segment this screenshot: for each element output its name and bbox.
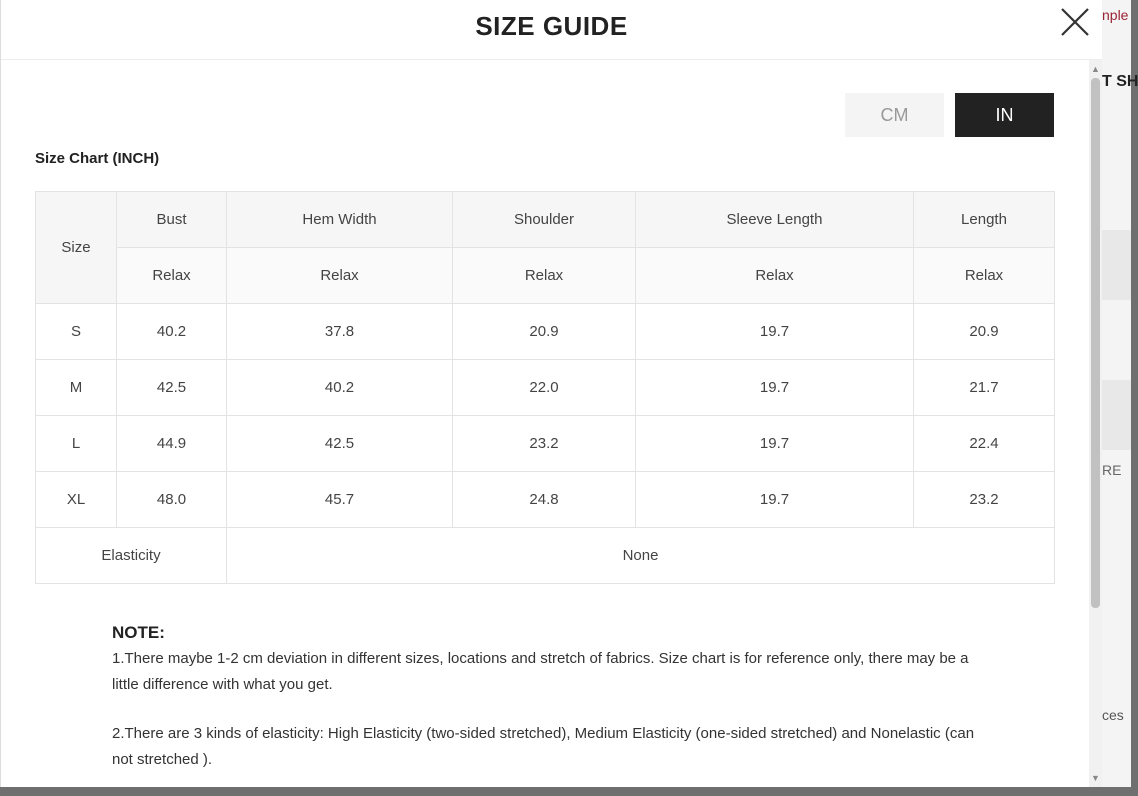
- modal-scrollbar[interactable]: [1089, 60, 1102, 787]
- column-header-length: Length: [914, 192, 1055, 248]
- background-page: [1102, 0, 1138, 787]
- column-header-hem-width: Hem Width: [227, 192, 453, 248]
- table-cell: 37.8: [227, 304, 453, 360]
- table-cell: 40.2: [117, 304, 227, 360]
- size-column-header: Size: [36, 192, 117, 304]
- table-row: [36, 304, 1055, 360]
- unit-in-button[interactable]: IN: [955, 93, 1054, 137]
- scrollbar-thumb[interactable]: [1091, 78, 1100, 608]
- size-cell: L: [36, 416, 117, 472]
- table-cell: 20.9: [914, 304, 1055, 360]
- fit-label: Relax: [227, 248, 453, 304]
- fit-label: Relax: [914, 248, 1055, 304]
- table-cell: 42.5: [117, 360, 227, 416]
- note-section: [112, 620, 982, 796]
- table-cell: 19.7: [636, 304, 914, 360]
- column-header-bust: Bust: [117, 192, 227, 248]
- table-cell: 19.7: [636, 416, 914, 472]
- elasticity-value: None: [227, 528, 1055, 584]
- table-cell: 23.2: [914, 472, 1055, 528]
- elasticity-label: Elasticity: [36, 528, 227, 584]
- size-guide-modal: [1, 0, 1102, 787]
- size-cell: S: [36, 304, 117, 360]
- background-prices-text: ces: [1102, 707, 1124, 723]
- fit-label: Relax: [453, 248, 636, 304]
- elasticity-row: [36, 528, 1055, 584]
- unit-cm-button[interactable]: CM: [845, 93, 944, 137]
- table-cell: 22.0: [453, 360, 636, 416]
- table-cell: 23.2: [453, 416, 636, 472]
- size-cell: XL: [36, 472, 117, 528]
- table-cell: 48.0: [117, 472, 227, 528]
- table-cell: 44.9: [117, 416, 227, 472]
- size-cell: M: [36, 360, 117, 416]
- table-row: [36, 472, 1055, 528]
- scroll-down-arrow-icon[interactable]: ▼: [1091, 773, 1100, 783]
- size-chart-caption: Size Chart (INCH): [35, 150, 160, 167]
- column-header-sleeve-length: Sleeve Length: [636, 192, 914, 248]
- fit-label: Relax: [117, 248, 227, 304]
- modal-body: [1, 60, 1089, 787]
- table-cell: 42.5: [227, 416, 453, 472]
- note-deviation-text: 1.There maybe 1-2 cm deviation in different sizes, locations and stretch of fabrics. Size chart is for reference only, there may be a little difference with what you get.: [112, 650, 969, 693]
- table-cell: 24.8: [453, 472, 636, 528]
- background-band: [1102, 230, 1131, 300]
- background-band: [1102, 380, 1131, 450]
- table-cell: 21.7: [914, 360, 1055, 416]
- note-elasticity-text: 2.There are 3 kinds of elasticity: High Elasticity (two-sided stretched), Medium Elasticity (one-sided stretched) and Nonelastic (can not stretched ).: [112, 725, 975, 768]
- note-title: NOTE:: [112, 623, 165, 642]
- modal-title: SIZE GUIDE: [475, 11, 628, 41]
- background-heading: T SH: [1102, 73, 1138, 90]
- scroll-up-arrow-icon[interactable]: ▲: [1091, 64, 1100, 74]
- table-cell: 20.9: [453, 304, 636, 360]
- table-cell: 40.2: [227, 360, 453, 416]
- close-icon: [1059, 6, 1091, 38]
- table-row: [36, 416, 1055, 472]
- table-cell: 45.7: [227, 472, 453, 528]
- fit-label: Relax: [636, 248, 914, 304]
- table-cell: 19.7: [636, 472, 914, 528]
- table-row: [36, 360, 1055, 416]
- table-cell: 19.7: [636, 360, 914, 416]
- size-chart-table: [35, 191, 1055, 584]
- background-reset-text: RE: [1102, 462, 1122, 478]
- background-sample-link: nple: [1102, 7, 1129, 23]
- close-button[interactable]: [1059, 6, 1091, 38]
- table-cell: 22.4: [914, 416, 1055, 472]
- modal-header: [1, 0, 1102, 60]
- column-header-shoulder: Shoulder: [453, 192, 636, 248]
